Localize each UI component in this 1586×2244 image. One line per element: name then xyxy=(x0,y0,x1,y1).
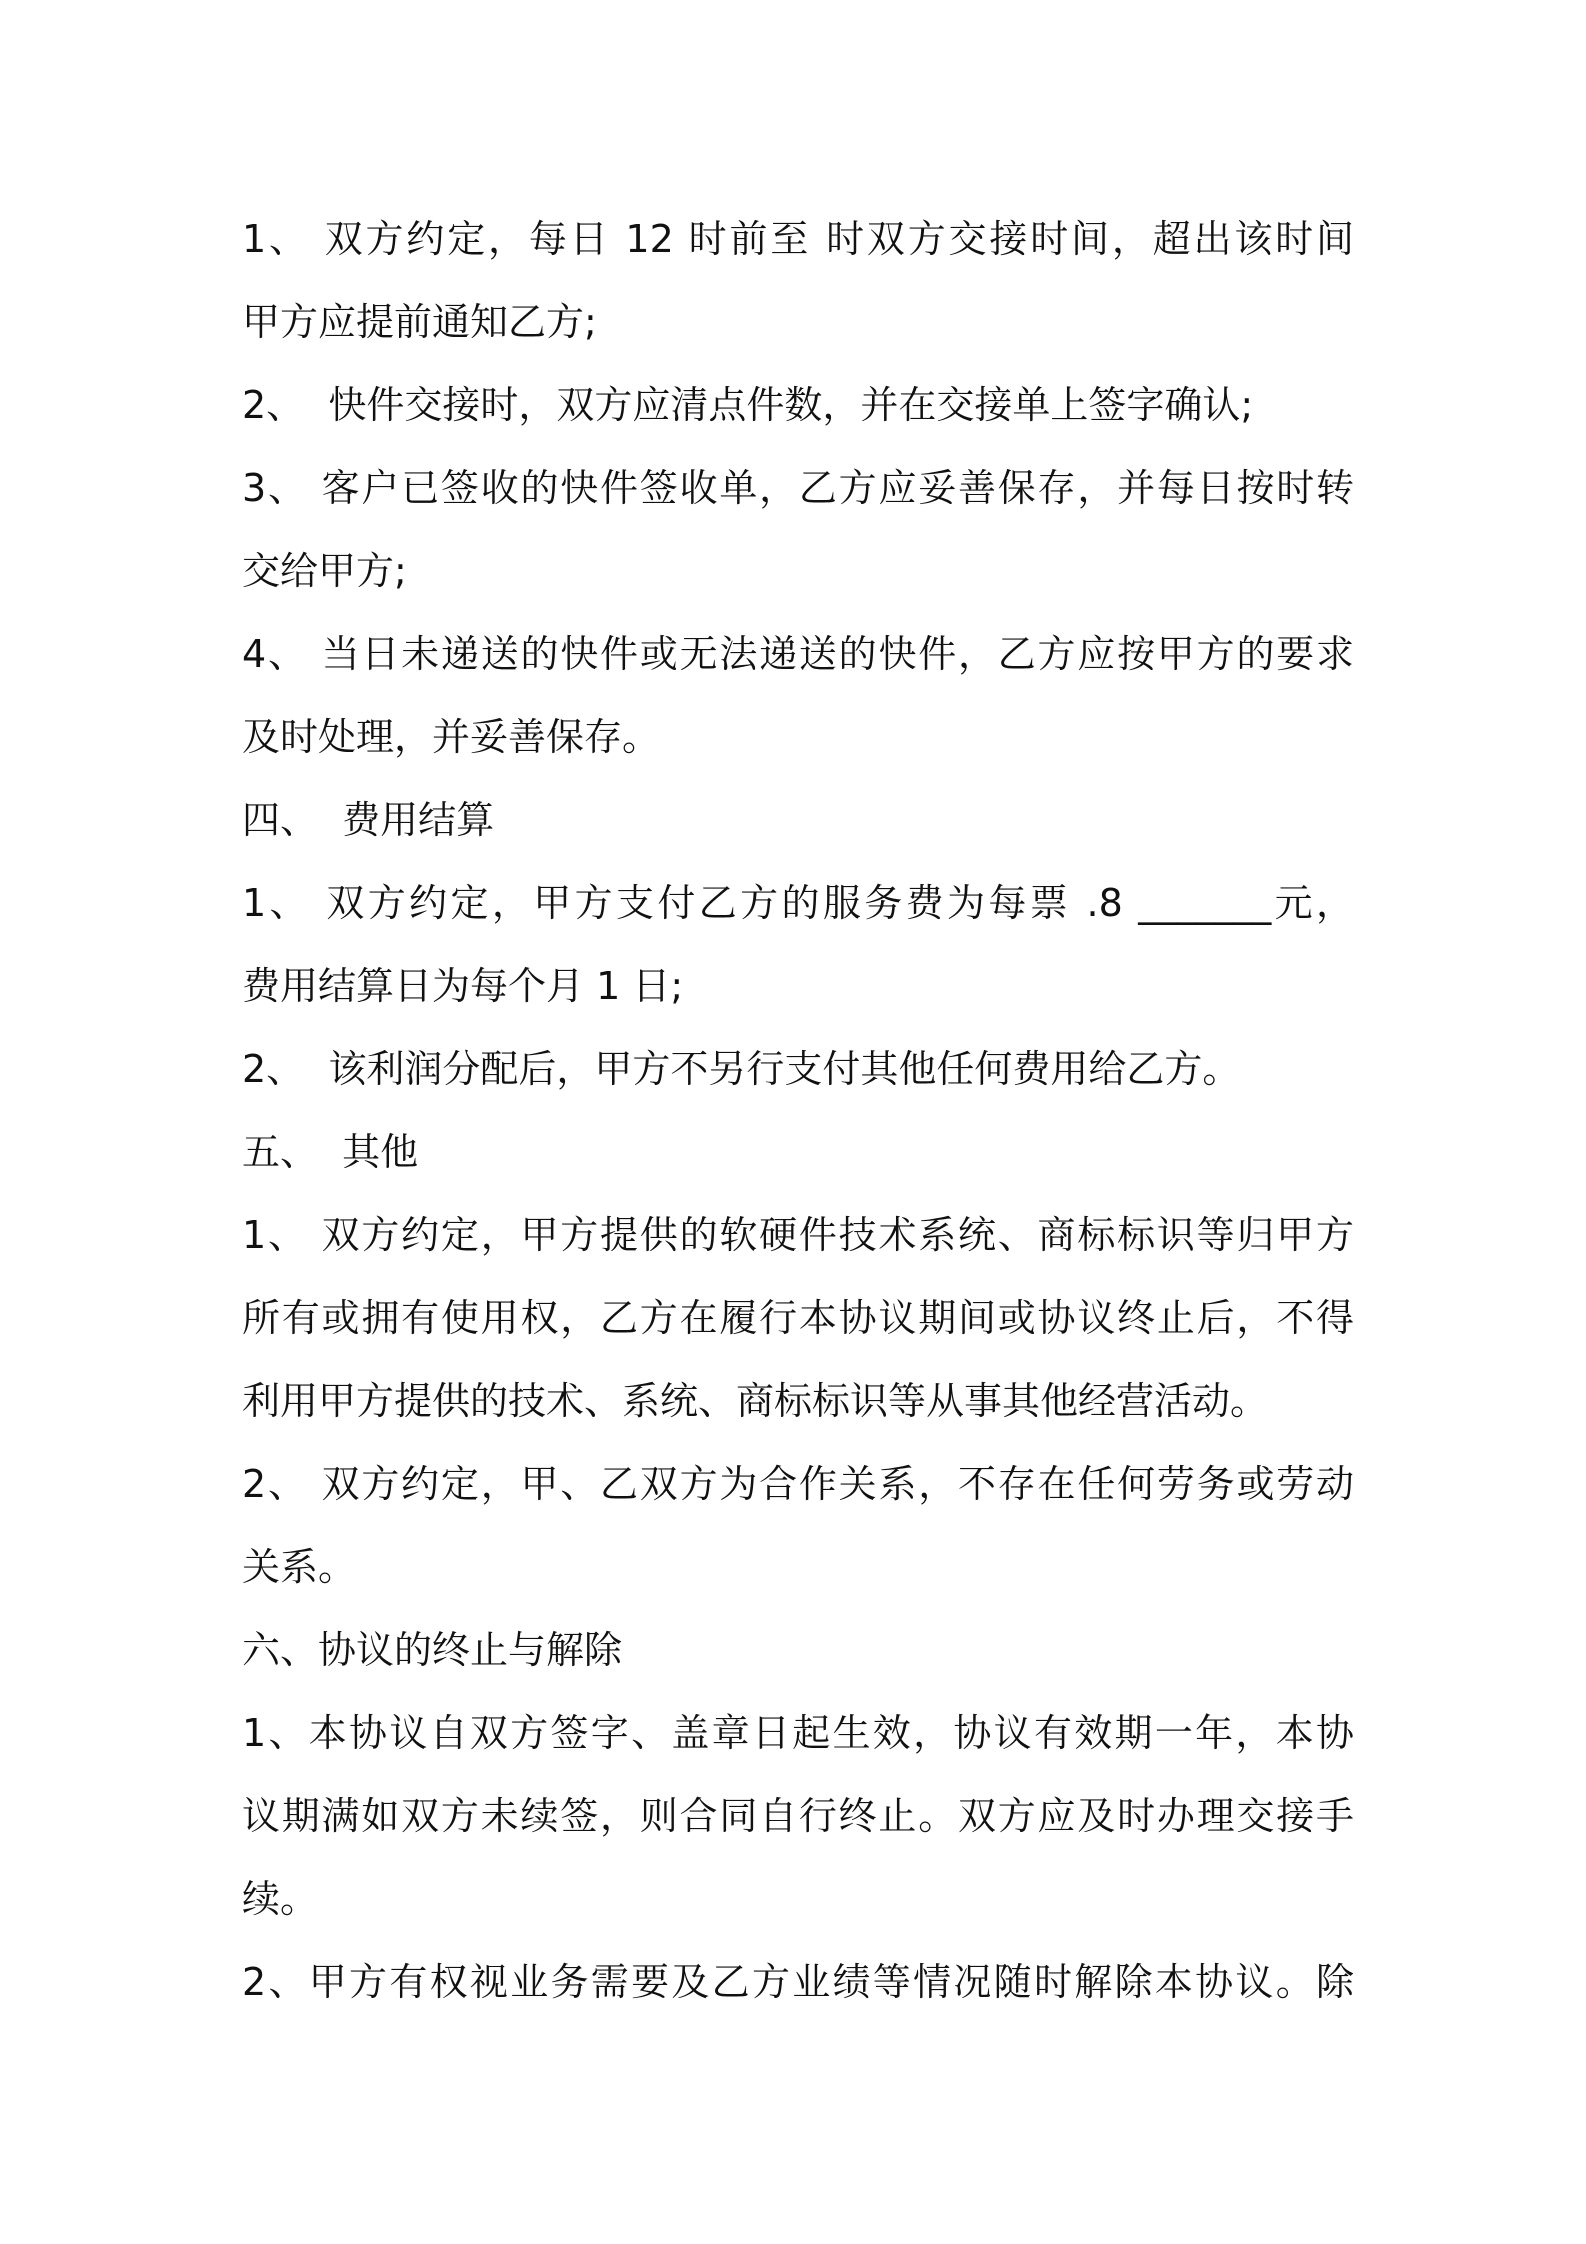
document-body xyxy=(242,198,1354,2024)
text-line: 2、甲方有权视业务需要及乙方业绩等情况随时解除本协议。除 xyxy=(242,1960,1354,2004)
text-line: 议期满如双方未续签，则合同自行终止。双方应及时办理交接手 xyxy=(242,1794,1354,1838)
text-line: 甲方应提前通知乙方; xyxy=(242,300,597,344)
text-line: 所有或拥有使用权，乙方在履行本协议期间或协议终止后，不得 xyxy=(242,1296,1354,1340)
text-line: 费用结算日为每个月 1 日; xyxy=(242,964,684,1008)
text-line: 2、 双方约定，甲、乙双方为合作关系，不存在任何劳务或劳动 xyxy=(242,1462,1354,1506)
section-heading: 四、 费用结算 xyxy=(242,798,495,842)
text-line: 利用甲方提供的技术、系统、商标标识等从事其他经营活动。 xyxy=(242,1379,1269,1423)
section-heading: 六、协议的终止与解除 xyxy=(242,1628,623,1672)
text-line: 2、 快件交接时，双方应清点件数，并在交接单上签字确认; xyxy=(242,383,1254,427)
text-line: 1、本协议自双方签字、盖章日起生效，协议有效期一年，本协 xyxy=(242,1711,1354,1755)
text-line: 及时处理，并妥善保存。 xyxy=(242,715,661,759)
text-line: 续。 xyxy=(242,1877,319,1921)
text-line: 1、 双方约定，甲方提供的软硬件技术系统、商标标识等归甲方 xyxy=(242,1213,1354,1257)
text-line: 2、 该利润分配后，甲方不另行支付其他任何费用给乙方。 xyxy=(242,1047,1241,1091)
text-line: 1、 双方约定，每日 12 时前至 时双方交接时间，超出该时间 xyxy=(242,217,1354,261)
text-line: 1、 双方约定，甲方支付乙方的服务费为每票 .8 _______元， xyxy=(242,881,1354,925)
text-line: 4、 当日未递送的快件或无法递送的快件，乙方应按甲方的要求 xyxy=(242,632,1354,676)
text-line: 3、 客户已签收的快件签收单，乙方应妥善保存，并每日按时转 xyxy=(242,466,1354,510)
section-heading: 五、 其他 xyxy=(242,1130,419,1174)
text-line: 关系。 xyxy=(242,1545,357,1589)
text-line: 交给甲方; xyxy=(242,549,407,593)
